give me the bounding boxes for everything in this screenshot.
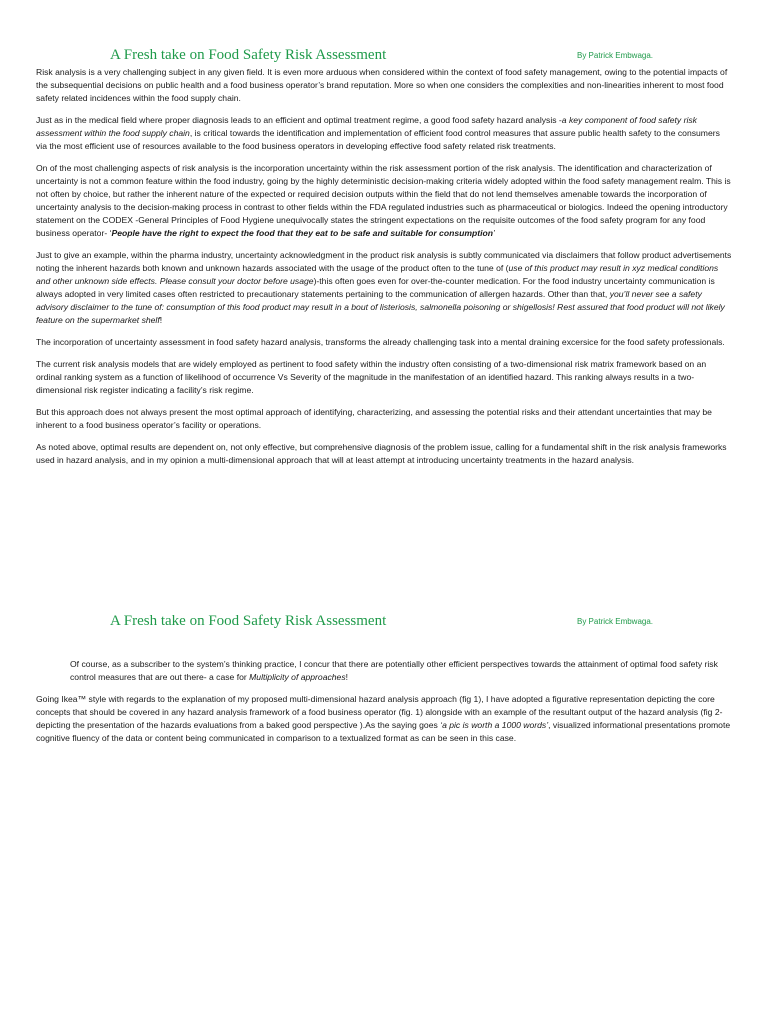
page2-byline: By Patrick Embwaga. (577, 617, 654, 626)
italic-run: a key component of food safety risk assessment within the food supply chain (36, 115, 697, 138)
page1-paragraph-3 (36, 162, 732, 240)
page2-title: A Fresh take on Food Safety Risk Assessment (110, 613, 387, 629)
page1-paragraph-1: Risk analysis is a very challenging subject in any given field. It is even more arduous when considered within the context of food safety management, owing to the potential impacts of the subsequential decisions on public health and a food business operator’s brand reputation. More so when one considers the complexities and non-linearities inherent to most food safety related incidences within the food supply chain. (36, 67, 728, 103)
page2-body (36, 658, 732, 754)
text-run: Going Ikea™ style with regards to the explanation of my proposed multi-dimensional hazard analysis approach (fig 1), I have adopted a figurative representation depicting the core concepts that should be covered in any hazard analysis framework of a food business operator (fig. 1) alongside with an example of the resultant output of the hazard analysis (fig 2-depicting the presentation of the hazards evaluations from a baked good perspective ).As the saying goes (36, 694, 723, 730)
page2-paragraph-1 (36, 658, 732, 684)
italic-run: you’ll never see a safety advisory disclaimer to the tune of: consumption of this food product may result in a bout of listeriosis, salmonella poisoning or shigellosis! Rest assured that food product will not likely feature on the supermarket shelf (36, 289, 725, 325)
page1-paragraph-7: But this approach does not always present the most optimal approach of identifying, characterizing, and assessing the potential risks and their attendant uncertainties that may be inherent to a food business operator’s facility or operations. (36, 407, 712, 430)
text-run: )-this often goes even for over-the-counter medication. For the food industry uncertainty communication is always adopted in very limited cases often restricted to precautionary statements pertaining to the communication of allergen hazards. Other than that, (36, 276, 715, 299)
page2-paragraph-2 (36, 693, 732, 745)
page1-paragraph-4 (36, 249, 732, 327)
text-run: ! (159, 315, 163, 325)
page1-byline: By Patrick Embwaga. (577, 51, 654, 60)
page1-paragraph-6: The current risk analysis models that are widely employed as pertinent to food safety within the industry often consisting of a two-dimensional risk matrix framework based on an ordinal ranking system as a function of likelihood of occurrence Vs Severity of the magnitude in the manifestation of an identified hazard. This ranking always results in a two-dimensional risk register indicating a facility’s risk regime. (36, 359, 707, 395)
text-run: Just as in the medical field where proper diagnosis leads to an efficient and optimal treatment regime, a good food safety hazard analysis - (36, 115, 562, 125)
italic-run: ’ (493, 228, 495, 238)
text-run: Of course, as a subscriber to the system’s thinking practice, I concur that there are potentially other efficient perspectives towards the attainment of optimal food safety risk control measures that are out there- a case for (70, 659, 718, 682)
page1-title: A Fresh take on Food Safety Risk Assessment (110, 47, 387, 63)
page1-paragraph-5: The incorporation of uncertainty assessment in food safety hazard analysis, transforms the already challenging task into a mental draining excersice for the food safety professionals. (36, 337, 725, 347)
text-run: ! (345, 672, 349, 682)
text-run: , is critical towards the identification and implementation of efficient food control measures that assure public health safety to the consumers via the most efficient use of resources available to the food business operators in developing effective food safety related risk treatments. (36, 128, 720, 151)
page2-header (0, 613, 768, 635)
bold-italic-run: People have the right to expect the food that they eat to be safe and suitable for consumption (111, 228, 493, 238)
text-run: Just to give an example, within the pharma industry, uncertainty acknowledgment in the product risk analysis is subtly communicated via disclaimers that follow product advertisements noting the inherent hazards both known and unknown hazards associated with the usage of the product often to the tune of ( (36, 250, 732, 273)
text-run: , visualized informational presentations promote cognitive fluency of the data or content being communicated in comparison to a textualized format as can be seen in this case. (36, 720, 731, 743)
italic-run: Multiplicity of approaches (249, 672, 346, 682)
page1-paragraph-2 (36, 114, 732, 153)
italic-run: ‘a pic is worth a 1000 words’ (440, 720, 549, 730)
page1-paragraph-8: As noted above, optimal results are dependent on, not only effective, but comprehensive diagnosis of the problem issue, calling for a fundamental shift in the risk analysis frameworks used in hazard analysis, and in my opinion a multi-dimensional approach that will at least attempt at introducing uncertainty treatments in the hazard analysis. (36, 442, 727, 465)
italic-run: use of this product may result in xyz medical conditions and other unknown side effects. Please consult your doctor before usage (36, 263, 719, 286)
text-run: On of the most challenging aspects of risk analysis is the incorporation uncertainty within the risk assessment portion of the risk analysis. The identification and characterization of uncertainty is not a common feature within the food industry, going by the highly deterministic decision-making criteria widely adopted within the food safety management realm. This is not often by choice, but rather the inherent nature of the expected or required decision outputs within the field that do not lend themselves amenable towards the incorporation of uncertainty analysis to the decision-making process in contrast to other fields within the FDA regulated industries such as pharmaceutical or biologics. Indeed the opening introductory statement on the CODEX -General Principles of Food Hygiene unequivocally states the stringent expectations on the requisite outcomes of the food safety program for any food business operator- ‘ (36, 163, 731, 238)
page1-body (36, 66, 732, 476)
